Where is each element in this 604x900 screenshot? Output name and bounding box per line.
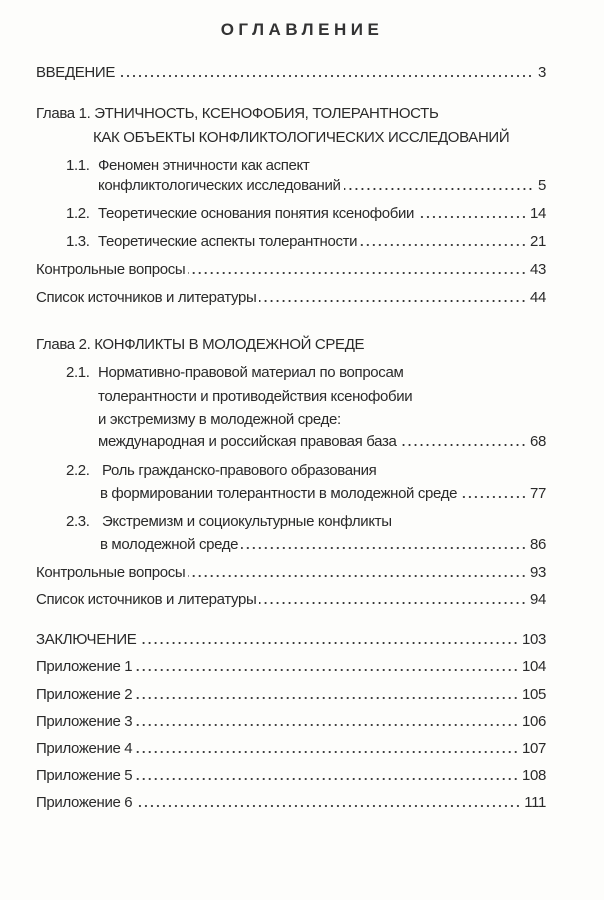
entry-label: Контрольные вопросы (36, 564, 186, 581)
page-number: 107 (522, 740, 546, 757)
entry-label: в формировании толерантности в молодежной среде (100, 485, 458, 502)
chapter-1-heading-cont (93, 128, 546, 148)
toc-entry-2-2-cont[interactable] (100, 484, 546, 504)
dot-leader (139, 641, 519, 645)
entry-label: Приложение 3 (36, 713, 133, 730)
page-number: 108 (522, 767, 546, 784)
toc-entry-2-3-cont[interactable] (100, 535, 546, 555)
page-number: 43 (530, 261, 546, 278)
toc-entry-2-1-cont[interactable] (98, 410, 546, 430)
entry-label: Роль гражданско-правового образования (102, 462, 377, 479)
dot-leader (460, 495, 527, 499)
toc-entry-2-1-cont[interactable] (98, 387, 546, 407)
page-number: 68 (530, 433, 546, 450)
entry-label: международная и российская правовая база (98, 433, 397, 450)
page-number: 94 (530, 591, 546, 608)
entry-label: Список источников и литературы (36, 591, 257, 608)
dot-leader (135, 668, 519, 672)
toc-entry-intro[interactable] (36, 63, 546, 83)
dot-leader (344, 187, 533, 191)
dot-leader (188, 271, 527, 275)
toc-entry-2-1[interactable] (66, 363, 546, 383)
dot-leader (135, 804, 521, 808)
toc-entry-2-3[interactable] (66, 512, 546, 532)
page-number: 3 (538, 64, 546, 81)
toc-entry-appendix-4[interactable] (36, 739, 546, 759)
page-title: ОГЛАВЛЕНИЕ (220, 20, 384, 39)
section-number: 2.1. (66, 364, 90, 381)
dot-leader (135, 750, 519, 754)
page-number: 104 (522, 658, 546, 675)
entry-label: Список источников и литературы (36, 289, 257, 306)
toc-entry-conclusion[interactable] (36, 630, 546, 650)
dot-leader (188, 574, 527, 578)
section-number: 2.3. (66, 513, 90, 530)
chapter-heading-line: Глава 2. КОНФЛИКТЫ В МОЛОДЕЖНОЙ СРЕДЕ (36, 336, 365, 353)
dot-leader (135, 696, 519, 700)
section-number: 1.3. (66, 233, 90, 250)
chapter-heading-line: Глава 1. ЭТНИЧНОСТЬ, КСЕНОФОБИЯ, ТОЛЕРАНТНОСТЬ (36, 105, 439, 122)
entry-label: Контрольные вопросы (36, 261, 186, 278)
entry-label: толерантности и противодействия ксенофобии (98, 388, 413, 405)
toc-entry-1-1[interactable] (66, 156, 546, 176)
page-number: 103 (522, 631, 546, 648)
entry-label: Теоретические основания понятия ксенофобии (98, 205, 415, 222)
page-number: 44 (530, 289, 546, 306)
page-number: 77 (530, 485, 546, 502)
page-number: 106 (522, 713, 546, 730)
page-number: 86 (530, 536, 546, 553)
section-number: 1.2. (66, 205, 90, 222)
page-number: 105 (522, 686, 546, 703)
toc-entry-2-1-cont[interactable] (98, 432, 546, 452)
toc-entry-appendix-5[interactable] (36, 766, 546, 786)
dot-leader (399, 443, 527, 447)
page-number: 21 (530, 233, 546, 250)
chapter-heading-line: КАК ОБЪЕКТЫ КОНФЛИКТОЛОГИЧЕСКИХ ИССЛЕДОВАНИЙ (93, 129, 510, 146)
dot-leader (259, 299, 527, 303)
chapter-2-heading (36, 335, 546, 355)
page-number: 93 (530, 564, 546, 581)
toc-entry-1-2[interactable] (66, 204, 546, 224)
page-number: 5 (538, 177, 546, 194)
dot-leader (241, 546, 527, 550)
toc-entry-appendix-3[interactable] (36, 712, 546, 732)
chapter-1-heading (36, 104, 546, 124)
dot-leader (135, 777, 519, 781)
section-number: 1.1. (66, 157, 90, 174)
toc-entry-appendix-6[interactable] (36, 793, 546, 813)
entry-label: в молодежной среде (100, 536, 239, 553)
entry-label: Теоретические аспекты толерантности (98, 233, 358, 250)
dot-leader (118, 74, 533, 78)
entry-label: Приложение 4 (36, 740, 133, 757)
entry-label: Нормативно-правовой материал по вопросам (98, 364, 404, 381)
toc-entry-questions-1[interactable] (36, 260, 546, 280)
toc-entry-questions-2[interactable] (36, 563, 546, 583)
toc-entry-appendix-1[interactable] (36, 657, 546, 677)
page-number: 14 (530, 205, 546, 222)
entry-label: конфликтологических исследований (98, 177, 341, 194)
entry-label: и экстремизму в молодежной среде: (98, 411, 341, 428)
entry-label: ЗАКЛЮЧЕНИЕ (36, 631, 137, 648)
entry-label: Приложение 5 (36, 767, 133, 784)
toc-entry-2-2[interactable] (66, 461, 546, 481)
toc-entry-sources-1[interactable] (36, 288, 546, 308)
entry-label: Феномен этничности как аспект (98, 157, 310, 174)
toc-entry-1-3[interactable] (66, 232, 546, 252)
section-number: 2.2. (66, 462, 90, 479)
page-number: 111 (524, 794, 546, 811)
dot-leader (417, 215, 527, 219)
dot-leader (259, 601, 527, 605)
entry-label: Экстремизм и социокультурные конфликты (102, 513, 392, 530)
toc-entry-sources-2[interactable] (36, 590, 546, 610)
toc-entry-appendix-2[interactable] (36, 685, 546, 705)
dot-leader (360, 243, 527, 247)
entry-label: Приложение 2 (36, 686, 133, 703)
entry-label: ВВЕДЕНИЕ (36, 64, 115, 81)
entry-label: Приложение 1 (36, 658, 133, 675)
dot-leader (135, 723, 519, 727)
entry-label: Приложение 6 (36, 794, 133, 811)
toc-entry-1-1-cont[interactable] (98, 176, 546, 196)
